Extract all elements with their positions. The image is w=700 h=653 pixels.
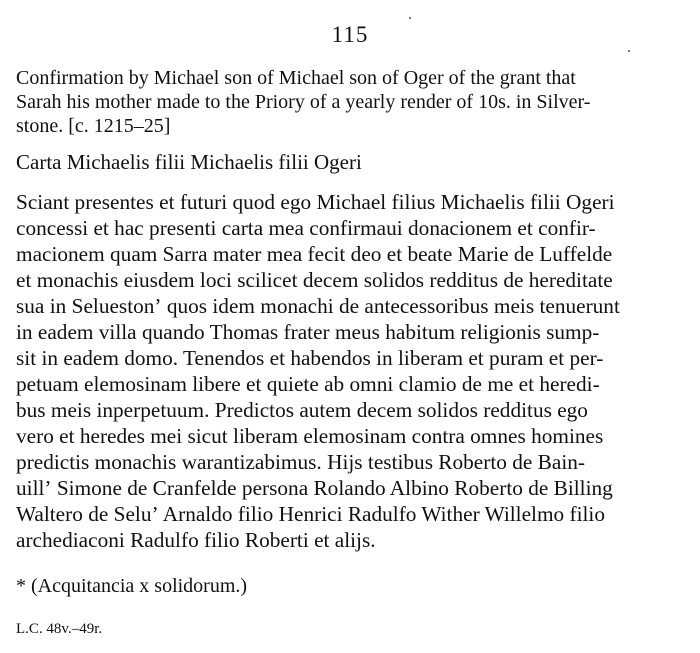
charter-text-line: petuam elemosinam libere et quiete ab omni clamio de me et heredi- [16,372,600,396]
paper-speck [628,50,630,52]
charter-text-line: bus meis inperpetuum. Predictos autem decem solidos redditus ego [16,398,588,422]
page-number: 115 [331,22,369,47]
charter-text-line: sit in eadem domo. Tenendos et habendos in liberam et puram et per- [16,346,604,370]
charter-text-line: archediaconi Radulfo filio Roberti et alijs. [16,528,376,552]
manuscript-reference: L.C. 48v.–49r. [16,621,103,637]
charter-text-line: sua in Seluestonʼ quos idem monachi de antecessoribus meis tenuerunt [16,294,620,318]
summary-line: Sarah his mother made to the Priory of a yearly render of 10s. in Silver- [16,91,591,113]
summary-line: stone. [c. 1215–25] [16,115,171,137]
charter-text-line: in eadem villa quando Thomas frater meus habitum religionis sump- [16,320,600,344]
paper-speck [409,17,411,19]
charter-text-line: macionem quam Sarra mater mea fecit deo et beate Marie de Luffelde [16,242,613,266]
charter-text-line: vero et heredes mei sicut liberam elemosinam contra omnes homines [16,424,604,448]
charter-text-line: Sciant presentes et futuri quod ego Michael filius Michaelis filii Ogeri [16,190,615,214]
summary-line: Confirmation by Michael son of Michael son of Oger of the grant that [16,67,576,89]
marginal-note: * (Acquitancia x solidorum.) [16,575,248,597]
charter-text-line: et monachis eiusdem loci scilicet decem solidos redditus de hereditate [16,268,613,292]
charter-text-line: concessi et hac presenti carta mea confirmaui donacionem et confir- [16,216,596,240]
charter-heading: Carta Michaelis filii Michaelis filii Ogeri [16,150,362,174]
charter-text-line: uillʼ Simone de Cranfelde persona Rolando Albino Roberto de Billing [16,476,613,500]
charter-text-line: Waltero de Seluʼ Arnaldo filio Henrici Radulfo Wither Willelmo filio [16,502,606,526]
charter-text-line: predictis monachis warantizabimus. Hijs testibus Roberto de Bain- [16,450,585,474]
